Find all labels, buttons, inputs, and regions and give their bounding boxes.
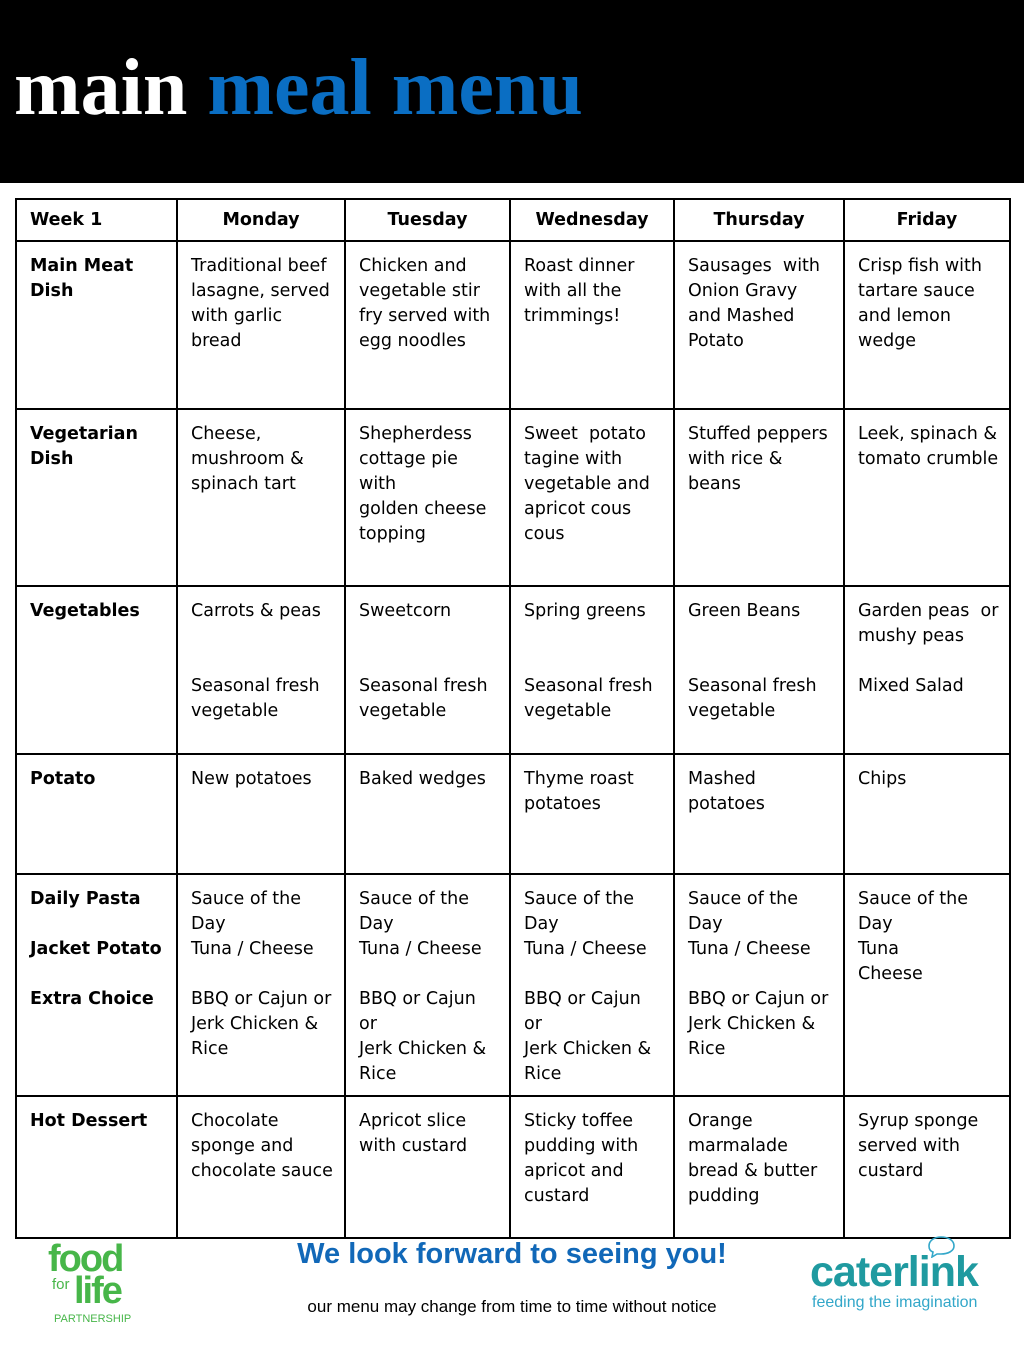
cell-line: Rice (688, 1039, 726, 1059)
cell-line: tagine with (524, 449, 623, 469)
cell-line: potatoes (524, 794, 601, 814)
cell-line: pudding with (524, 1136, 639, 1156)
cell-line: Tuna / Cheese (359, 939, 482, 959)
cell-line: Syrup sponge (858, 1111, 979, 1131)
menu-cell (844, 754, 1010, 874)
menu-cell (674, 1096, 844, 1238)
cell-line: Jerk Chicken & (688, 1014, 816, 1034)
cell-line: Leek, spinach & (858, 424, 998, 444)
cell-line: Sticky toffee (524, 1111, 634, 1131)
row-label (16, 874, 177, 1096)
cell-line: Thyme roast (524, 769, 634, 789)
cell-line: Day (524, 914, 559, 934)
column-header-thursday: Thursday (674, 199, 844, 241)
cell-line: sponge and (191, 1136, 294, 1156)
cell-line: Sauce of the (359, 889, 470, 909)
column-header-monday: Monday (177, 199, 345, 241)
cell-line: vegetable (524, 701, 612, 721)
cell-line: beans (688, 474, 741, 494)
menu-cell (345, 586, 510, 754)
caterlink-logo-name: caterlink (810, 1248, 978, 1296)
cell-line: Rice (359, 1064, 397, 1084)
food-for-life-logo-for: for (52, 1276, 70, 1293)
cell-line: with custard (359, 1136, 468, 1156)
cell-line (191, 649, 334, 674)
cell-line: and Mashed (688, 306, 795, 326)
menu-cell (345, 874, 510, 1096)
cell-line: Hot Dessert (30, 1111, 148, 1131)
footer-message: We look forward to seeing you! (297, 1238, 727, 1270)
row-label (16, 754, 177, 874)
cell-line: with rice & (688, 449, 783, 469)
cell-line: Sweet potato (524, 424, 646, 444)
menu-cell (345, 409, 510, 586)
cell-line: Green Beans (688, 601, 801, 621)
menu-cell (844, 241, 1010, 409)
cell-line: with garlic (191, 306, 283, 326)
cell-line (359, 962, 499, 987)
cell-line: Tuna / Cheese (688, 939, 811, 959)
cell-line: Sausages with (688, 256, 821, 276)
cell-line: Sauce of the (858, 889, 969, 909)
cell-line: mushy peas (858, 626, 964, 646)
menu-cell (177, 409, 345, 586)
cell-line: Day (191, 914, 226, 934)
cell-line: apricot cous (524, 499, 632, 519)
cell-line: wedge (858, 331, 917, 351)
cell-line: bread (191, 331, 242, 351)
cell-line: Jerk Chicken & (191, 1014, 319, 1034)
food-for-life-logo-partnership: PARTNERSHIP (54, 1313, 132, 1325)
cell-line: Carrots & peas (191, 601, 321, 621)
column-header-tuesday: Tuesday (345, 199, 510, 241)
cell-line: Day (688, 914, 723, 934)
cell-line: Cheese, (191, 424, 262, 444)
row-label (16, 586, 177, 754)
cell-line: custard (858, 1161, 924, 1181)
cell-line (688, 649, 833, 674)
cell-line: spinach tart (191, 474, 296, 494)
cell-line: Tuna (858, 939, 899, 959)
cell-line: cottage pie with (359, 449, 464, 494)
cell-line: served with (858, 1136, 961, 1156)
cell-line: Sweetcorn (359, 601, 452, 621)
menu-cell (177, 241, 345, 409)
cell-line (359, 649, 499, 674)
cell-line: Stuffed peppers (688, 424, 828, 444)
cell-line: Tuna / Cheese (524, 939, 647, 959)
menu-cell (674, 409, 844, 586)
row-label (16, 1096, 177, 1238)
table-row (16, 1096, 1010, 1238)
cell-line: Chicken and (359, 256, 467, 276)
cell-line: Onion Gravy (688, 281, 798, 301)
cell-line (524, 624, 663, 649)
cell-line: Jacket Potato (30, 939, 162, 959)
menu-cell (510, 1096, 674, 1238)
menu-cell (674, 241, 844, 409)
cell-line: Rice (524, 1064, 562, 1084)
cell-line: Garden peas or (858, 601, 999, 621)
caterlink-logo (808, 1234, 998, 1319)
cell-line: tomato crumble (858, 449, 999, 469)
cell-line: Potato (30, 769, 96, 789)
cell-line (30, 962, 166, 987)
cell-line: Dish (30, 281, 74, 301)
cell-line: BBQ or Cajun or (191, 989, 332, 1009)
menu-table (15, 198, 1011, 1239)
cell-line: Extra Choice (30, 989, 154, 1009)
cell-line: tartare sauce (858, 281, 975, 301)
cell-line: Jerk Chicken & (359, 1039, 487, 1059)
cell-line: Day (359, 914, 394, 934)
cell-line: Vegetables (30, 601, 140, 621)
row-label (16, 241, 177, 409)
cell-line: and lemon (858, 306, 951, 326)
cell-line: New potatoes (191, 769, 312, 789)
cell-line: Sauce of the (191, 889, 302, 909)
cell-line: bread & butter (688, 1161, 818, 1181)
cell-line: Chips (858, 769, 907, 789)
cell-line: Crisp fish with (858, 256, 982, 276)
table-row (16, 874, 1010, 1096)
cell-line: chocolate sauce (191, 1161, 333, 1181)
cell-line: Baked wedges (359, 769, 486, 789)
food-for-life-logo-life: life (74, 1270, 121, 1312)
cell-line: apricot and (524, 1161, 624, 1181)
menu-cell (510, 409, 674, 586)
cell-line: vegetable stir (359, 281, 480, 301)
caterlink-logo-tagline: feeding the imagination (812, 1294, 978, 1311)
menu-cell (844, 874, 1010, 1096)
cell-line: mushroom & (191, 449, 304, 469)
cell-line: vegetable and (524, 474, 650, 494)
cell-line (524, 649, 663, 674)
cell-line: Mixed Salad (858, 676, 964, 696)
cell-line: BBQ or Cajun or (688, 989, 829, 1009)
cell-line: Potato (688, 331, 744, 351)
cell-line: lasagne, served (191, 281, 330, 301)
menu-cell (345, 241, 510, 409)
cell-line (359, 624, 499, 649)
cell-line: egg noodles (359, 331, 466, 351)
cell-line: Vegetarian (30, 424, 138, 444)
cell-line: Day (858, 914, 893, 934)
cell-line (524, 962, 663, 987)
menu-cell (674, 874, 844, 1096)
menu-cell (674, 586, 844, 754)
title-word-meal-menu: meal menu (207, 44, 583, 132)
cell-line (688, 624, 833, 649)
table-row (16, 409, 1010, 586)
cell-line (30, 912, 166, 937)
cell-line: BBQ or Cajun or (359, 989, 482, 1034)
cell-line: with all the (524, 281, 622, 301)
menu-cell (844, 586, 1010, 754)
cell-line: custard (524, 1186, 590, 1206)
cell-line: vegetable (191, 701, 279, 721)
table-row (16, 241, 1010, 409)
cell-line: potatoes (688, 794, 765, 814)
cell-line: Apricot slice (359, 1111, 467, 1131)
cell-line: Mashed (688, 769, 756, 789)
menu-cell (510, 874, 674, 1096)
menu-cell (510, 241, 674, 409)
cell-line: Chocolate (191, 1111, 279, 1131)
cell-line: fry served with (359, 306, 491, 326)
cell-line: Seasonal fresh (688, 676, 817, 696)
cell-line: Sauce of the (688, 889, 799, 909)
cell-line: BBQ or Cajun or (524, 989, 647, 1034)
title-word-main: main (14, 44, 188, 132)
cell-line: Roast dinner (524, 256, 635, 276)
cell-line: pudding (688, 1186, 760, 1206)
cell-line: Seasonal fresh (359, 676, 488, 696)
cell-line: Traditional beef (191, 256, 327, 276)
column-header-friday: Friday (844, 199, 1010, 241)
cell-line (688, 962, 833, 987)
cell-line: Tuna / Cheese (191, 939, 314, 959)
cell-line: Jerk Chicken & (524, 1039, 652, 1059)
menu-cell (177, 1096, 345, 1238)
table-row (16, 754, 1010, 874)
cell-line: vegetable (359, 701, 447, 721)
food-for-life-logo-food: food (48, 1238, 123, 1280)
menu-cell (177, 874, 345, 1096)
cell-line: Seasonal fresh (524, 676, 653, 696)
header-banner (0, 0, 1024, 183)
cell-line: Shepherdess (359, 424, 472, 444)
row-label (16, 409, 177, 586)
menu-cell (674, 754, 844, 874)
menu-cell (510, 586, 674, 754)
column-header-week: Week 1 (16, 199, 177, 241)
menu-cell (345, 754, 510, 874)
cell-line (191, 962, 334, 987)
menu-cell (510, 754, 674, 874)
cell-line: Dish (30, 449, 74, 469)
menu-cell (844, 409, 1010, 586)
cell-line: Main Meat (30, 256, 134, 276)
cell-line: Spring greens (524, 601, 646, 621)
cell-line: trimmings! (524, 306, 621, 326)
cell-line: vegetable (688, 701, 776, 721)
footer-note: our menu may change from time to time without notice (307, 1297, 717, 1316)
cell-line: Daily Pasta (30, 889, 141, 909)
cell-line: golden cheese (359, 499, 487, 519)
cell-line: cous (524, 524, 565, 544)
cell-line (858, 649, 999, 674)
cell-line: topping (359, 524, 426, 544)
menu-cell (345, 1096, 510, 1238)
column-header-wednesday: Wednesday (510, 199, 674, 241)
cell-line: Seasonal fresh (191, 676, 320, 696)
table-row (16, 586, 1010, 754)
menu-cell (177, 586, 345, 754)
menu-header-row (16, 199, 1010, 241)
page-title (14, 38, 583, 138)
cell-line: Cheese (858, 964, 923, 984)
cell-line (191, 624, 334, 649)
menu-cell (177, 754, 345, 874)
cell-line: Rice (191, 1039, 229, 1059)
menu-cell (844, 1096, 1010, 1238)
cell-line: Sauce of the (524, 889, 635, 909)
cell-line: Orange (688, 1111, 753, 1131)
cell-line: marmalade (688, 1136, 788, 1156)
